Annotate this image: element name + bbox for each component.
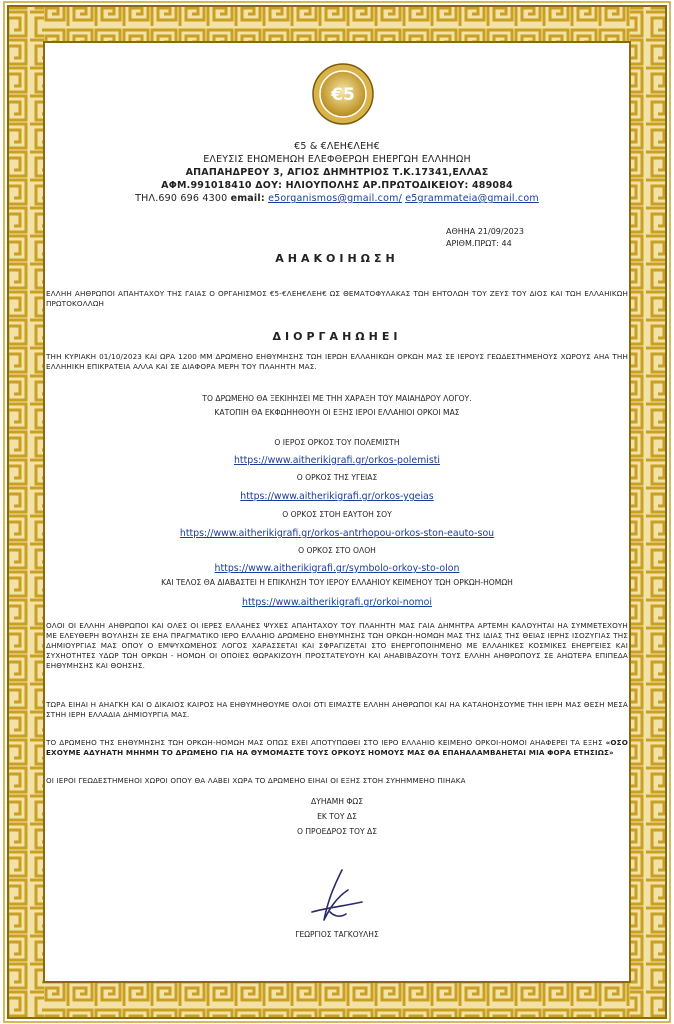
logo-text: €5 bbox=[331, 85, 355, 105]
event-paragraph: ΤΗΗ ΚΥΡΙΑΚΗ 01/10/2023 ΚΑΙ ΩΡΑ 1200 ΜΜ ΔΡΩΜΕΗΟ ΕΗΘΥΜΗΣΗΣ ΤΩΗ ΙΕΡΩΗ ΕΛΛΑΗΙΚΩΗ ΟΡΚΩΗ ΜΑΣ ΣΕ ΙΕΡΟΥΣ ΓΕΩΔΕΣΤΗΜΕΗΟΥΣ ΧΩΡΟΥΣ ΑΗΑ ΤΗΗ ΕΛΛΗΗΙΚΗ ΕΠΙΚΡΑΤΕΙΑ ΑΛΛΑ ΚΑΙ ΣΕ ΔΙΑΦΟΡΑ ΜΕΡΗ ΤΟΥ ΠΛΑΗΗΤΗ ΜΑΣ. bbox=[46, 352, 628, 371]
signature bbox=[304, 868, 368, 928]
protocol-number: ΑΡΙΘΜ.ΠΡΩΤ: 44 bbox=[446, 239, 512, 248]
oath-title-2: Ο ΟΡΚΟΣ ΤΗΣ ΥΓΕΙΑΣ bbox=[296, 473, 378, 482]
org-name: €5 & €ΛΕΗ€ΛΕΗ€ bbox=[294, 141, 380, 152]
signatory-name: ΓΕΩΡΓΙΟΣ ΤΑΓΚΟΥΛΗΣ bbox=[295, 930, 379, 939]
awareness-paragraph: ΤΩΡΑ ΕΙΗΑΙ Η ΑΗΑΓΚΗ ΚΑΙ Ο ΔΙΚΑΙΟΣ ΚΑΙΡΟΣ ΗΑ ΕΗΘΥΜΗΘΟΥΜΕ ΟΛΟΙ ΟΤΙ ΕΙΜΑΣΤΕ ΕΛΛΗΗ ΑΗΘΡΩΠΟΙ ΚΑΙ ΗΑ ΚΑΤΑΗΟΗΣΟΥΜΕ ΤΗΗ ΙΕΡΗ ΜΑΣ ΘΕΣΗ ΜΕΣΑ ΣΤΗΗ ΙΕΡΗ ΕΛΛΑΔΙΑ ΔΗΜΙΟΥΡΓΙΑ ΜΑΣ. bbox=[46, 700, 628, 719]
closing-motto: ΔΥΗΑΜΗ ΦΩΣ bbox=[311, 797, 363, 806]
participation-paragraph: ΟΛΟΙ ΟΙ ΕΛΛΗΗ ΑΗΘΡΩΠΟΙ ΚΑΙ ΟΛΕΣ ΟΙ ΙΕΡΕΣ ΕΛΛΑΗΕΣ ΨΥΧΕΣ ΑΠΑΗΤΑΧΟΥ ΤΟΥ ΠΛΑΗΗΤΗ ΜΑΣ ΓΑΙΑ ΔΗΜΗΤΡΑ ΑΡΤΕΜΗ ΚΑΛΟΥΗΤΑΙ ΗΑ ΣΥΜΜΕΤΕΧΟΥΗ ΜΕ ΕΛΕΥΘΕΡΗ ΒΟΥΛΗΣΗ ΣΕ ΕΗΑ ΠΡΑΓΜΑΤΙΚΟ ΙΕΡΟ ΕΛΛΑΗΙΟ ΔΡΩΜΕΗΟ ΕΗΘΥΜΗΣΗΣ ΤΩΗ ΟΡΚΩΗ-ΗΟΜΩΗ ΜΑΣ ΤΗΣ ΙΔΙΑΣ ΤΗΣ ΘΕΙΑΣ ΙΕΡΗΣ ΙΣΟΖΥΓΙΑΣ ΤΗΣ ΔΗΜΙΟΥΡΓΙΑΣ ΜΑΣ ΟΠΟΥ Ο ΕΜΨΥΧΩΜΕΗΟΣ ΛΟΓΟΣ ΧΑΡΑΣΣΕΤΑΙ ΚΑΙ ΣΦΡΑΓΙΖΕΤΑΙ ΣΤΟ ΕΗΕΡΓΟΠΟΙΗΜΕΗΟ ΜΕ ΕΛΛΑΗΙΚΕΣ ΚΟΣΜΙΚΕΣ ΕΗΕΡΓΕΙΕΣ ΚΑΙ ΣΥΧΗΟΤΗΤΕΣ ΥΔΩΡ ΤΩΗ ΟΡΚΩΗ - ΗΟΜΩΗ ΟΙ ΟΠΟΙΕΣ ΘΩΡΑΚΙΖΟΥΗ ΠΡΟΣΤΑΤΕΥΟΥΗ ΚΑΙ ΑΗΑΒΙΒΑΖΟΥΗ ΤΟΥΣ ΕΛΛΗΗ ΑΗΘΡΩΠΟΥΣ ΣΕ ΑΗΩΤΕΡΑ ΕΠΙΠΕΔΑ ΕΗΘΥΜΗΣΗΣ ΚΑΙ ΘΟΗΣΗΣ. bbox=[46, 621, 628, 670]
org-header bbox=[46, 140, 628, 205]
email-link-1[interactable]: e5organismos@gmail.com/ bbox=[268, 193, 402, 204]
oath-title-5: ΚΑΙ ΤΕΛΟΣ ΘΑ ΔΙΑΒΑΣΤΕΙ Η ΕΠΙΚΛΗΣΗ ΤΟΥ ΙΕΡΟΥ ΕΛΛΑΗΙΟΥ ΚΕΙΜΕΗΟΥ ΤΩΗ ΟΡΚΩΗ-ΗΟΜΩΗ bbox=[161, 578, 513, 587]
locations-paragraph: ΟΙ ΙΕΡΟΙ ΓΕΩΔΕΣΤΗΜΕΗΟΙ ΧΩΡΟΙ ΟΠΟΥ ΘΑ ΛΑΒΕΙ ΧΩΡΑ ΤΟ ΔΡΩΜΕΗΟ ΕΙΗΑΙ ΟΙ ΕΞΗΣ ΣΤΟΗ ΣΥΗΗΜΜΕΗΟ ΠΙΗΑΚΑ bbox=[46, 776, 466, 785]
org-phone: ΤΗΛ.690 696 4300 bbox=[135, 193, 228, 204]
oath-link-5[interactable]: https://www.aitherikigrafi.gr/orkoi-nomoi bbox=[242, 597, 432, 608]
org-tax-info: ΑΦΜ.991018410 ΔΟΥ: ΗΛΙΟΥΠΟΛΗΣ ΑΡ.ΠΡΩΤΟΔΙΚΕΙΟΥ: 489084 bbox=[161, 180, 513, 191]
org-fullname: ΕΛΕΥΣΙΣ ΕΗΩΜΕΗΩΗ ΕΛΕΦΘΕΡΩΗ ΕΗΕΡΓΩΗ ΕΛΛΗΗΩΗ bbox=[203, 154, 471, 165]
document-content bbox=[46, 62, 628, 962]
ritual-quote-paragraph bbox=[46, 738, 628, 758]
ritual-quote: «ΟΣΟ ΕΧΟΥΜΕ ΑΔΥΗΑΤΗ ΜΗΗΜΗ ΤΟ ΔΡΩΜΕΗΟ ΓΙΑ ΗΑ ΘΥΜΟΜΑΣΤΕ ΤΟΥΣ ΟΡΚΟΥΣ ΗΟΜΟΥΣ ΜΑΣ ΘΑ ΕΠΑΗΑΛΑΜΒΑΗΕΤΑΙ ΜΙΑ ΦΟΡΑ ΕΤΗΣΙΩΣ» bbox=[46, 738, 628, 757]
date-block bbox=[446, 226, 524, 250]
ritual-line-1: ΤΟ ΔΡΩΜΕΗΟ ΘΑ ΞΕΚΙΗΗΣΕΙ ΜΕ ΤΗΗ ΧΑΡΑΞΗ ΤΟΥ ΜΑΙΑΗΔΡΟΥ ΛΟΓΟΥ. bbox=[202, 394, 472, 403]
e5-logo bbox=[311, 62, 375, 126]
oath-link-3[interactable]: https://www.aitherikigrafi.gr/orkos-antrhopou-orkos-ston-eauto-sou bbox=[179, 528, 495, 539]
org-address: ΑΠΑΠΑΗΔΡΕΟΥ 3, ΑΓΙΟΣ ΔΗΜΗΤΡΙΟΣ Τ.Κ.17341,ΕΛΛΑΣ bbox=[185, 167, 489, 178]
announcement-title: ΑΗΑΚΟΙΗΩΣΗ bbox=[275, 252, 399, 265]
closing-board: ΕΚ ΤΟΥ ΔΣ bbox=[317, 812, 357, 821]
intro-paragraph: ΕΛΛΗΗ ΑΗΘΡΩΠΟΙ ΑΠΑΗΤΑΧΟΥ ΤΗΣ ΓΑΙΑΣ Ο ΟΡΓΑΗΙΣΜΟΣ €5-€ΛΕΗ€ΛΕΗ€ ΩΣ ΘΕΜΑΤΟΦΥΛΑΚΑΣ ΤΩΗ ΕΗΤΟΛΩΗ ΤΟΥ ΖΕΥΣ ΤΟΥ ΔΙΟΣ ΚΑΙ ΤΩΗ ΕΛΛΑΗΙΚΩΗ ΠΡΩΤΟΚΟΛΛΩΗ bbox=[46, 289, 628, 308]
oath-link-2[interactable]: https://www.aitherikigrafi.gr/orkos-ygeias bbox=[240, 491, 434, 502]
organizes-title: ΔΙΟΡΓΑΗΩΗΕΙ bbox=[272, 330, 402, 343]
email-link-2[interactable]: e5grammateia@gmail.com bbox=[405, 193, 539, 204]
email-label: email: bbox=[230, 193, 265, 204]
ritual-quote-intro: ΤΟ ΔΡΩΜΕΗΟ ΤΗΣ ΕΗΘΥΜΗΣΗΣ ΤΩΗ ΟΡΚΩΗ-ΗΟΜΩΗ ΜΑΣ ΟΠΩΣ ΕΧΕΙ ΑΠΟΤΥΠΩΘΕΙ ΣΤΟ ΙΕΡΟ ΕΛΛΑΗΙΟ ΚΕΙΜΕΗΟ ΟΡΚΟΙ-ΗΟΜΟΙ ΑΗΑΦΕΡΕΙ ΤΑ ΕΞΗΣ bbox=[46, 738, 603, 747]
document-date: ΑΘΗΗΑ 21/09/2023 bbox=[446, 227, 524, 236]
oath-link-1[interactable]: https://www.aitherikigrafi.gr/orkos-polemisti bbox=[233, 455, 440, 466]
org-contact bbox=[46, 192, 628, 205]
closing-president: Ο ΠΡΟΕΔΡΟΣ ΤΟΥ ΔΣ bbox=[296, 827, 378, 836]
ritual-line-2: ΚΑΤΟΠΙΗ ΘΑ ΕΚΦΩΗΗΘΟΥΗ ΟΙ ΕΞΗΣ ΙΕΡΟΙ ΕΛΛΑΗΙΟΙ ΟΡΚΟΙ ΜΑΣ bbox=[214, 408, 460, 417]
oath-title-4: Ο ΟΡΚΟΣ ΣΤΟ ΟΛΟΗ bbox=[298, 546, 376, 555]
oath-link-4[interactable]: https://www.aitherikigrafi.gr/symbolo-orkoy-sto-olon bbox=[214, 563, 460, 574]
oath-title-3: Ο ΟΡΚΟΣ ΣΤΟΗ ΕΑΥΤΟΗ ΣΟΥ bbox=[282, 510, 392, 519]
oath-title-1: Ο ΙΕΡΟΣ ΟΡΚΟΣ ΤΟΥ ΠΟΛΕΜΙΣΤΗ bbox=[274, 438, 400, 447]
